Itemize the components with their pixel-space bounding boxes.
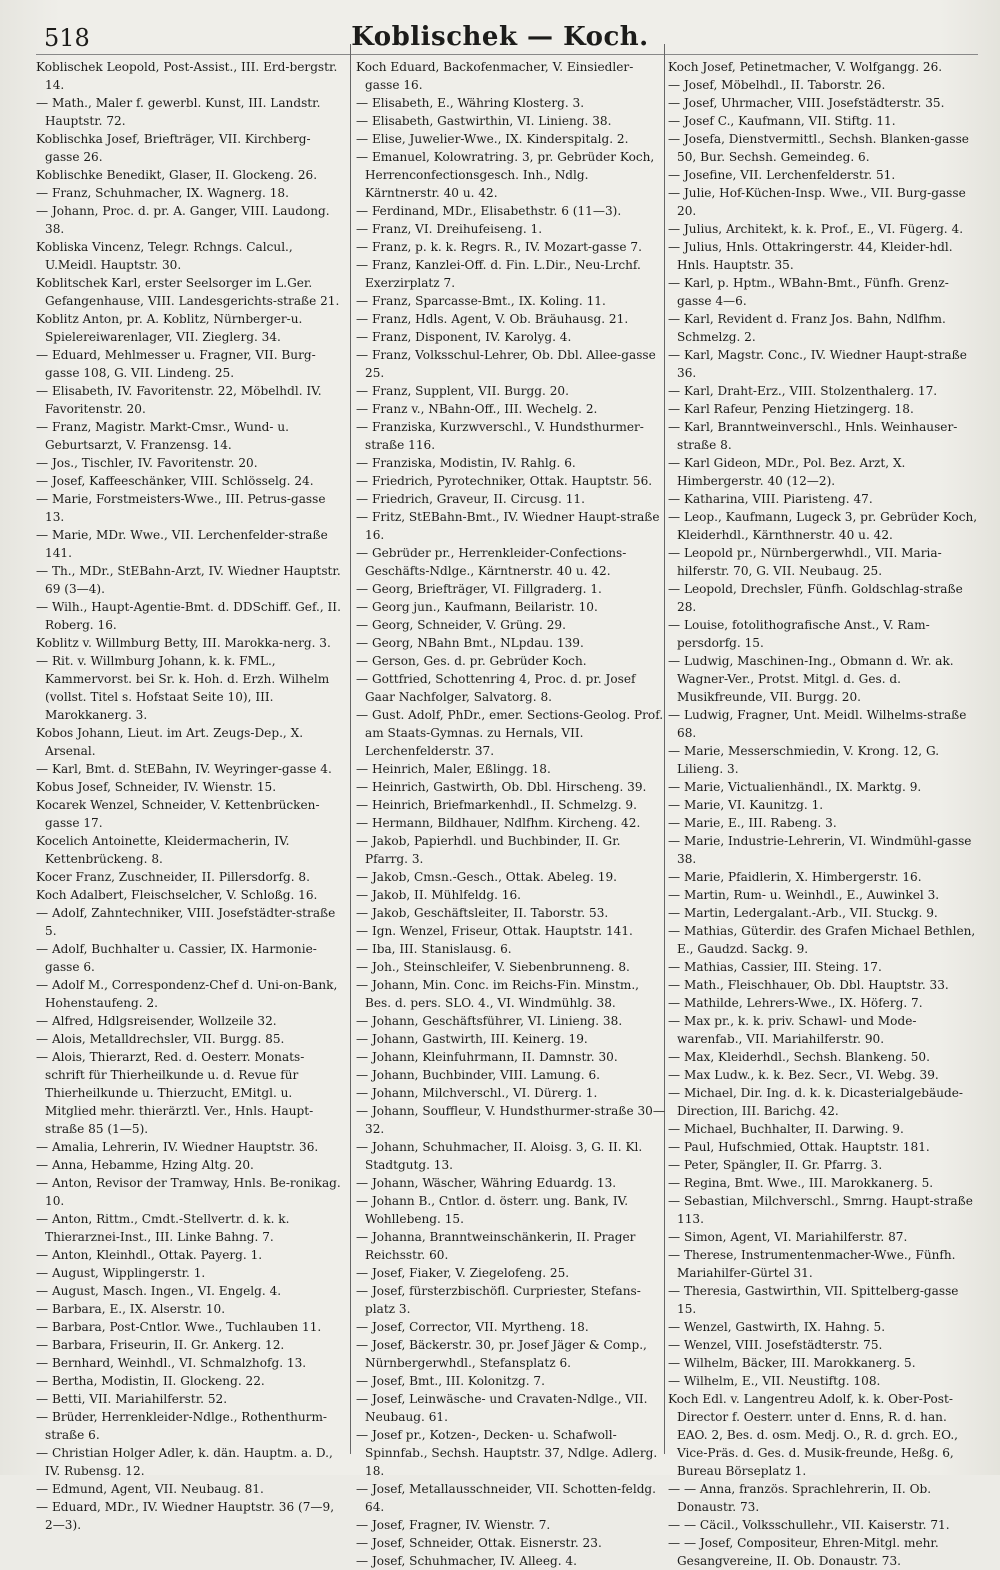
directory-entry: — Jakob, Geschäftsleiter, II. Taborstr. 53. bbox=[356, 906, 609, 920]
directory-entry: — Karl Gideon, MDr., Pol. Bez. Arzt, X. Himbergerstr. 40 (12—2). bbox=[668, 456, 906, 488]
directory-entry: — Elisabeth, Gastwirthin, VI. Linieng. 38. bbox=[356, 114, 612, 128]
directory-entry: — Georg jun., Kaufmann, Beilaristr. 10. bbox=[356, 600, 598, 614]
directory-entry: — Leopold pr., Nürnbergerwhdl., VII. Maria-hilferstr. 70, G. VII. Neubaug. 25. bbox=[668, 546, 942, 578]
directory-entry: — Anna, Hebamme, Hzing Altg. 20. bbox=[36, 1158, 254, 1172]
directory-entry: — Brüder, Herrenkleider-Ndlge., Rothenthurm-straße 6. bbox=[36, 1410, 328, 1442]
directory-entry: — Therese, Instrumentenmacher-Wwe., Fünfh. Mariahilfer-Gürtel 31. bbox=[668, 1248, 956, 1280]
directory-entry: — Marie, VI. Kaunitzg. 1. bbox=[668, 798, 824, 812]
directory-entry: — Anton, Revisor der Tramway, Hnls. Be-ronikag. 10. bbox=[36, 1176, 341, 1208]
directory-entry: Kobos Johann, Lieut. im Art. Zeugs-Dep., X. Arsenal. bbox=[36, 726, 304, 758]
directory-entry: — Ferdinand, MDr., Elisabethstr. 6 (11—3). bbox=[356, 204, 622, 218]
directory-entry: — Karl, Draht-Erz., VIII. Stolzenthalerg. 17. bbox=[668, 384, 938, 398]
directory-entry: — Louise, fotolithografische Anst., V. Ram-persdorfg. 15. bbox=[668, 618, 930, 650]
directory-entry: — Franz, VI. Dreihufeiseng. 1. bbox=[356, 222, 543, 236]
directory-entry: — Johann, Proc. d. pr. A. Ganger, VIII. Laudong. 38. bbox=[36, 204, 330, 236]
directory-entry: — Marie, Industrie-Lehrerin, VI. Windmühl-gasse 38. bbox=[668, 834, 972, 866]
directory-entry: — Michael, Dir. Ing. d. k. k. Dicasterialgebäude-Direction, III. Barichg. 42. bbox=[668, 1086, 963, 1118]
directory-entry: — Heinrich, Gastwirth, Ob. Dbl. Hirscheng. 39. bbox=[356, 780, 647, 794]
directory-entry: — Eduard, Mehlmesser u. Fragner, VII. Burg-gasse 108, G. VII. Lindeng. 25. bbox=[36, 348, 316, 380]
directory-entry: Koblischka Josef, Briefträger, VII. Kirchberg-gasse 26. bbox=[36, 132, 311, 164]
directory-entry: — Josef, Kaffeeschänker, VIII. Schlösselg. 24. bbox=[36, 474, 314, 488]
directory-entry: — Martin, Rum- u. Weinhdl., E., Auwinkel 3. bbox=[668, 888, 940, 902]
column-right bbox=[668, 58, 980, 1570]
directory-entry: — Josef, Bäckerstr. 30, pr. Josef Jäger & Comp., Nürnbergerwhdl., Stefansplatz 6. bbox=[356, 1338, 647, 1370]
directory-entry: — Wilhelm, Bäcker, III. Marokkanerg. 5. bbox=[668, 1356, 916, 1370]
directory-entry: — Johann, Min. Conc. im Reichs-Fin. Minstm., Bes. d. pers. SLO. 4., VI. Windmühlg. 38. bbox=[356, 978, 640, 1010]
directory-entry: Kocarek Wenzel, Schneider, V. Kettenbrücken-gasse 17. bbox=[36, 798, 320, 830]
directory-entry: Koch Edl. v. Langentreu Adolf, k. k. Ober-Post-Director f. Oesterr. unter d. Enns, R. d. han. EAO. 2, Bes. d. osm. Medj. O., R. d. grch. EO., Vice-Präs. d. Ges. d. Musik-freunde, Heßg. 6, Bureau Börseplatz 1. bbox=[668, 1392, 959, 1478]
directory-entry: — Leop., Kaufmann, Lugeck 3, pr. Gebrüder Koch, Kleiderhdl., Kärnthnerstr. 40 u. 42. bbox=[668, 510, 978, 542]
directory-entry: — Johann, Kleinfuhrmann, II. Damnstr. 30. bbox=[356, 1050, 618, 1064]
directory-entry: — Edmund, Agent, VII. Neubaug. 81. bbox=[36, 1482, 264, 1496]
column-left bbox=[36, 58, 344, 1534]
directory-entry: — Jakob, Papierhdl. und Buchbinder, II. Gr. Pfarrg. 3. bbox=[356, 834, 621, 866]
directory-entry: — Karl Rafeur, Penzing Hietzingerg. 18. bbox=[668, 402, 914, 416]
directory-entry: — Karl, Revident d. Franz Jos. Bahn, Ndlfhm. Schmelzg. 2. bbox=[668, 312, 946, 344]
directory-entry: — Georg, Schneider, V. Grüng. 29. bbox=[356, 618, 566, 632]
directory-entry: Koblitz v. Willmburg Betty, III. Marokka-nerg. 3. bbox=[36, 636, 331, 650]
directory-entry: — Marie, Pfaidlerin, X. Himbergerstr. 16. bbox=[668, 870, 922, 884]
directory-entry: — Wilhelm, E., VII. Neustiftg. 108. bbox=[668, 1374, 881, 1388]
directory-entry: — Alfred, Hdlgsreisender, Wollzeile 32. bbox=[36, 1014, 277, 1028]
running-head: Koblischek — Koch. bbox=[351, 22, 649, 52]
directory-entry: — Joh., Steinschleifer, V. Siebenbrunneng. 8. bbox=[356, 960, 630, 974]
directory-entry: — Wenzel, VIII. Josefstädterstr. 75. bbox=[668, 1338, 883, 1352]
directory-entry: — Heinrich, Briefmarkenhdl., II. Schmelzg. 9. bbox=[356, 798, 637, 812]
directory-entry: — Franziska, Modistin, IV. Rahlg. 6. bbox=[356, 456, 576, 470]
column-divider bbox=[350, 44, 351, 1454]
directory-entry: — Jakob, II. Mühlfeldg. 16. bbox=[356, 888, 522, 902]
directory-entry: — Johann, Schuhmacher, II. Aloisg. 3, G. II. Kl. Stadtgutg. 13. bbox=[356, 1140, 643, 1172]
directory-entry: Koch Adalbert, Fleischselcher, V. Schloßg. 16. bbox=[36, 888, 318, 902]
directory-entry: — Johann B., Cntlor. d. österr. ung. Bank, IV. Wohllebeng. 15. bbox=[356, 1194, 629, 1226]
directory-entry: — Johann, Wäscher, Währing Eduardg. 13. bbox=[356, 1176, 617, 1190]
directory-entry: — Rit. v. Willmburg Johann, k. k. FML., Kammervorst. bei Sr. k. Hoh. d. Erzh. Wilhelm (vollst. Titel s. Hofstaat Seite 10), III. Marokkanerg. 3. bbox=[36, 654, 330, 722]
directory-entry: — Marie, Victualienhändl., IX. Marktg. 9. bbox=[668, 780, 922, 794]
directory-entry: — Friedrich, Pyrotechniker, Ottak. Hauptstr. 56. bbox=[356, 474, 653, 488]
directory-entry: — Adolf M., Correspondenz-Chef d. Uni-on-Bank, Hohenstaufeng. 2. bbox=[36, 978, 338, 1010]
directory-entry: — Martin, Ledergalant.-Arb., VII. Stuckg. 9. bbox=[668, 906, 938, 920]
directory-entry: Koblischek Leopold, Post-Assist., III. Erd-bergstr. 14. bbox=[36, 60, 338, 92]
directory-entry: — Johann, Souffleur, V. Hundsthurmer-straße 30—32. bbox=[356, 1104, 665, 1136]
directory-entry: — Johanna, Branntweinschänkerin, II. Prager Reichsstr. 60. bbox=[356, 1230, 636, 1262]
header-rule bbox=[36, 54, 978, 55]
directory-entry: — Franz, Disponent, IV. Karolyg. 4. bbox=[356, 330, 572, 344]
directory-entry: — — Cäcil., Volksschullehr., VII. Kaiserstr. 71. bbox=[668, 1518, 950, 1532]
directory-entry: Kocer Franz, Zuschneider, II. Pillersdorfg. 8. bbox=[36, 870, 310, 884]
directory-entry: — Elisabeth, E., Währing Klosterg. 3. bbox=[356, 96, 585, 110]
directory-entry: — Franziska, Kurzwverschl., V. Hundsthurmer-straße 116. bbox=[356, 420, 644, 452]
directory-entry: — Johann, Geschäftsführer, VI. Linieng. 38. bbox=[356, 1014, 623, 1028]
directory-entry: — Alois, Thierarzt, Red. d. Oesterr. Monats-schrift für Thierheilkunde u. d. Revue für Thierheilkunde u. Thierzucht, EMitgl. u. Mitglied mehr. thierärztl. Ver., Hnls. Haupt-straße 85 (1—5). bbox=[36, 1050, 314, 1136]
directory-entry: — Fritz, StEBahn-Bmt., IV. Wiedner Haupt-straße 16. bbox=[356, 510, 660, 542]
directory-entry: — Elisabeth, IV. Favoritenstr. 22, Möbelhdl. IV. Favoritenstr. 20. bbox=[36, 384, 322, 416]
directory-entry: Kobliska Vincenz, Telegr. Rchngs. Calcul., U.Meidl. Hauptstr. 30. bbox=[36, 240, 293, 272]
directory-entry: — Franz, Hdls. Agent, V. Ob. Bräuhausg. 21. bbox=[356, 312, 629, 326]
directory-entry: — Sebastian, Milchverschl., Smrng. Haupt-straße 113. bbox=[668, 1194, 973, 1226]
directory-entry: — Josef C., Kaufmann, VII. Stiftg. 11. bbox=[668, 114, 896, 128]
directory-entry: — Franz, Supplent, VII. Burgg. 20. bbox=[356, 384, 569, 398]
directory-entry: — Katharina, VIII. Piaristeng. 47. bbox=[668, 492, 873, 506]
directory-entry: — Theresia, Gastwirthin, VII. Spittelberg-gasse 15. bbox=[668, 1284, 959, 1316]
directory-entry: — Friedrich, Graveur, II. Circusg. 11. bbox=[356, 492, 585, 506]
directory-entry: — Gerson, Ges. d. pr. Gebrüder Koch. bbox=[356, 654, 587, 668]
directory-entry: — Gust. Adolf, PhDr., emer. Sections-Geolog. Prof. am Staats-Gymnas. zu Hernals, VII. Lerchenfelderstr. 37. bbox=[356, 708, 664, 758]
directory-entry: — Josef, Corrector, VII. Myrtheng. 18. bbox=[356, 1320, 589, 1334]
directory-entry: — Mathilde, Lehrers-Wwe., IX. Höferg. 7. bbox=[668, 996, 923, 1010]
directory-entry: — Iba, III. Stanislausg. 6. bbox=[356, 942, 512, 956]
directory-entry: — Franz v., NBahn-Off., III. Wechelg. 2. bbox=[356, 402, 598, 416]
page-number: 518 bbox=[44, 24, 90, 52]
directory-entry: — Johann, Gastwirth, III. Keinerg. 19. bbox=[356, 1032, 588, 1046]
directory-entry: — Christian Holger Adler, k. dän. Hauptm. a. D., IV. Rubensg. 12. bbox=[36, 1446, 333, 1478]
directory-entry: — Julie, Hof-Küchen-Insp. Wwe., VII. Burg-gasse 20. bbox=[668, 186, 966, 218]
directory-entry: — Barbara, E., IX. Alserstr. 10. bbox=[36, 1302, 226, 1316]
directory-entry: — Josefine, VII. Lerchenfelderstr. 51. bbox=[668, 168, 896, 182]
directory-entry: — Max Ludw., k. k. Bez. Secr., VI. Webg. 39. bbox=[668, 1068, 939, 1082]
directory-entry: — Ludwig, Fragner, Unt. Meidl. Wilhelms-straße 68. bbox=[668, 708, 967, 740]
directory-entry: — Karl, Bmt. d. StEBahn, IV. Weyringer-gasse 4. bbox=[36, 762, 332, 776]
directory-entry: — Heinrich, Maler, Eßlingg. 18. bbox=[356, 762, 551, 776]
directory-entry: — Karl, Magstr. Conc., IV. Wiedner Haupt-straße 36. bbox=[668, 348, 967, 380]
directory-entry: — Elise, Juwelier-Wwe., IX. Kinderspitalg. 2. bbox=[356, 132, 629, 146]
directory-entry: — Bertha, Modistin, II. Glockeng. 22. bbox=[36, 1374, 265, 1388]
directory-entry: — Betti, VII. Mariahilferstr. 52. bbox=[36, 1392, 228, 1406]
directory-entry: — Georg, NBahn Bmt., NLpdau. 139. bbox=[356, 636, 584, 650]
directory-entry: — Gottfried, Schottenring 4, Proc. d. pr. Josef Gaar Nachfolger, Salvatorg. 8. bbox=[356, 672, 636, 704]
directory-entry: — Josef, Bmt., III. Kolonitzg. 7. bbox=[356, 1374, 545, 1388]
directory-entry: — Michael, Buchhalter, II. Darwing. 9. bbox=[668, 1122, 904, 1136]
directory-entry: — Jos., Tischler, IV. Favoritenstr. 20. bbox=[36, 456, 258, 470]
directory-entry: — Josef, Möbelhdl., II. Taborstr. 26. bbox=[668, 78, 886, 92]
directory-entry: — Josef, Leinwäsche- und Cravaten-Ndlge., VII. Neubaug. 61. bbox=[356, 1392, 648, 1424]
directory-entry: — Peter, Spängler, II. Gr. Pfarrg. 3. bbox=[668, 1158, 883, 1172]
directory-entry: — Math., Maler f. gewerbl. Kunst, III. Landstr. Hauptstr. 72. bbox=[36, 96, 321, 128]
directory-entry: — Georg, Briefträger, VI. Fillgraderg. 1. bbox=[356, 582, 602, 596]
directory-entry: — Josef, Fragner, IV. Wienstr. 7. bbox=[356, 1518, 551, 1532]
directory-entry: — Johann, Milchverschl., VI. Dürerg. 1. bbox=[356, 1086, 598, 1100]
directory-entry: — Johann, Buchbinder, VIII. Lamung. 6. bbox=[356, 1068, 601, 1082]
directory-entry: — Josef, Metallausschneider, VII. Schotten-feldg. 64. bbox=[356, 1482, 657, 1514]
directory-entry: — Jakob, Cmsn.-Gesch., Ottak. Abeleg. 19. bbox=[356, 870, 617, 884]
directory-entry: — Ludwig, Maschinen-Ing., Obmann d. Wr. ak. Wagner-Ver., Protst. Mitgl. d. Ges. d. Musikfreunde, VII. Burgg. 20. bbox=[668, 654, 954, 704]
directory-entry: Koblitschek Karl, erster Seelsorger im L.Ger. Gefangenhause, VIII. Landesgerichts-straße 21. bbox=[36, 276, 340, 308]
directory-entry: — Amalia, Lehrerin, IV. Wiedner Hauptstr. 36. bbox=[36, 1140, 319, 1154]
directory-entry: Koblischke Benedikt, Glaser, II. Glockeng. 26. bbox=[36, 168, 318, 182]
directory-entry: — Mathias, Cassier, III. Steing. 17. bbox=[668, 960, 882, 974]
directory-entry: — Hermann, Bildhauer, Ndlfhm. Kircheng. 42. bbox=[356, 816, 641, 830]
directory-entry: — Julius, Hnls. Ottakringerstr. 44, Kleider-hdl. Hnls. Hauptstr. 35. bbox=[668, 240, 953, 272]
directory-entry: — Simon, Agent, VI. Mariahilferstr. 87. bbox=[668, 1230, 908, 1244]
directory-entry: — August, Masch. Ingen., VI. Engelg. 4. bbox=[36, 1284, 282, 1298]
directory-entry: — Regina, Bmt. Wwe., III. Marokkanerg. 5. bbox=[668, 1176, 934, 1190]
directory-entry: — Bernhard, Weinhdl., VI. Schmalzhofg. 13. bbox=[36, 1356, 307, 1370]
directory-entry: — Emanuel, Kolowratring. 3, pr. Gebrüder Koch, Herrenconfectionsgesch. Inh., Ndlg. Kärntnerstr. 40 u. 42. bbox=[356, 150, 655, 200]
directory-entry: — Franz, Schuhmacher, IX. Wagnerg. 18. bbox=[36, 186, 289, 200]
directory-entry: — Wilh., Haupt-Agentie-Bmt. d. DDSchiff. Gef., II. Roberg. 16. bbox=[36, 600, 341, 632]
directory-entry: — Ign. Wenzel, Friseur, Ottak. Hauptstr. 141. bbox=[356, 924, 633, 938]
directory-entry: — Franz, Sparcasse-Bmt., IX. Koling. 11. bbox=[356, 294, 606, 308]
directory-entry: — Gebrüder pr., Herrenkleider-Confections-Geschäfts-Ndlge., Kärntnerstr. 40 u. 42. bbox=[356, 546, 627, 578]
directory-entry: — Th., MDr., StEBahn-Arzt, IV. Wiedner Hauptstr. 69 (3—4). bbox=[36, 564, 341, 596]
directory-entry: — Anton, Rittm., Cmdt.-Stellvertr. d. k. k. Thierarznei-Inst., III. Linke Bahng. 7. bbox=[36, 1212, 290, 1244]
directory-entry: — Franz, Magistr. Markt-Cmsr., Wund- u. Geburtsarzt, V. Franzensg. 14. bbox=[36, 420, 289, 452]
directory-entry: — Josef, fürsterzbischöfl. Curpriester, Stefans-platz 3. bbox=[356, 1284, 641, 1316]
directory-entry: — Josef, Schneider, Ottak. Eisnerstr. 23. bbox=[356, 1536, 602, 1550]
directory-entry: — Max, Kleiderhdl., Sechsh. Blankeng. 50. bbox=[668, 1050, 930, 1064]
directory-entry: — Franz, p. k. k. Regrs. R., IV. Mozart-gasse 7. bbox=[356, 240, 642, 254]
directory-entry: — Anton, Kleinhdl., Ottak. Payerg. 1. bbox=[36, 1248, 263, 1262]
directory-entry: — — Josef, Compositeur, Ehren-Mitgl. mehr. Gesangvereine, II. Ob. Donaustr. 73. bbox=[668, 1536, 939, 1568]
directory-entry: Kocelich Antoinette, Kleidermacherin, IV. Kettenbrückeng. 8. bbox=[36, 834, 290, 866]
directory-entry: — Barbara, Post-Cntlor. Wwe., Tuchlauben 11. bbox=[36, 1320, 322, 1334]
directory-entry: — Josef, Schuhmacher, IV. Alleeg. 4. bbox=[356, 1554, 577, 1568]
directory-entry: — Marie, Forstmeisters-Wwe., III. Petrus-gasse 13. bbox=[36, 492, 326, 524]
directory-entry: — Josef, Fiaker, V. Ziegelofeng. 25. bbox=[356, 1266, 570, 1280]
directory-entry: — Adolf, Zahntechniker, VIII. Josefstädter-straße 5. bbox=[36, 906, 336, 938]
directory-entry: — Barbara, Friseurin, II. Gr. Ankerg. 12. bbox=[36, 1338, 285, 1352]
directory-entry: — Josef, Uhrmacher, VIII. Josefstädterstr. 35. bbox=[668, 96, 945, 110]
directory-entry: — August, Wipplingerstr. 1. bbox=[36, 1266, 206, 1280]
directory-entry: — Josefa, Dienstvermittl., Sechsh. Blanken-gasse 50, Bur. Sechsh. Gemeindeg. 6. bbox=[668, 132, 969, 164]
directory-entry: — Eduard, MDr., IV. Wiedner Hauptstr. 36 (7—9, 2—3). bbox=[36, 1500, 335, 1532]
directory-entry: — Adolf, Buchhalter u. Cassier, IX. Harmonie-gasse 6. bbox=[36, 942, 317, 974]
directory-entry: — Josef pr., Kotzen-, Decken- u. Schafwoll-Spinnfab., Sechsh. Hauptstr. 37, Ndlge. Adlerg. 18. bbox=[356, 1428, 658, 1478]
directory-entry: Kobus Josef, Schneider, IV. Wienstr. 15. bbox=[36, 780, 277, 794]
column-middle bbox=[356, 58, 666, 1570]
directory-entry: — Marie, MDr. Wwe., VII. Lerchenfelder-straße 141. bbox=[36, 528, 328, 560]
directory-entry: — Marie, E., III. Rabeng. 3. bbox=[668, 816, 837, 830]
directory-entry: — Franz, Volksschul-Lehrer, Ob. Dbl. Allee-gasse 25. bbox=[356, 348, 656, 380]
directory-entry: — Paul, Hufschmied, Ottak. Hauptstr. 181. bbox=[668, 1140, 930, 1154]
directory-entry: — Marie, Messerschmiedin, V. Krong. 12, G. Lilieng. 3. bbox=[668, 744, 940, 776]
directory-entry: Koch Eduard, Backofenmacher, V. Einsiedler-gasse 16. bbox=[356, 60, 634, 92]
directory-entry: Koch Josef, Petinetmacher, V. Wolfgangg. 26. bbox=[668, 60, 943, 74]
directory-entry: — Karl, p. Hptm., WBahn-Bmt., Fünfh. Grenz-gasse 4—6. bbox=[668, 276, 949, 308]
directory-entry: — Mathias, Güterdir. des Grafen Michael Bethlen, E., Gaudzd. Sackg. 9. bbox=[668, 924, 976, 956]
directory-entry: Koblitz Anton, pr. A. Koblitz, Nürnberger-u. Spielereiwarenlager, VII. Zieglerg. 34. bbox=[36, 312, 303, 344]
directory-entry: — — Anna, französ. Sprachlehrerin, II. Ob. Donaustr. 73. bbox=[668, 1482, 932, 1514]
directory-entry: — Julius, Architekt, k. k. Prof., E., VI. Fügerg. 4. bbox=[668, 222, 964, 236]
directory-entry: — Karl, Branntweinverschl., Hnls. Weinhauser-straße 8. bbox=[668, 420, 958, 452]
directory-entry: — Alois, Metalldrechsler, VII. Burgg. 85. bbox=[36, 1032, 285, 1046]
directory-entry: — Franz, Kanzlei-Off. d. Fin. L.Dir., Neu-Lrchf. Exerzirplatz 7. bbox=[356, 258, 641, 290]
directory-entry: — Leopold, Drechsler, Fünfh. Goldschlag-straße 28. bbox=[668, 582, 963, 614]
directory-entry: — Max pr., k. k. priv. Schawl- und Mode-warenfab., VII. Mariahilferstr. 90. bbox=[668, 1014, 917, 1046]
directory-entry: — Wenzel, Gastwirth, IX. Hahng. 5. bbox=[668, 1320, 886, 1334]
directory-entry: — Math., Fleischhauer, Ob. Dbl. Hauptstr. 33. bbox=[668, 978, 949, 992]
